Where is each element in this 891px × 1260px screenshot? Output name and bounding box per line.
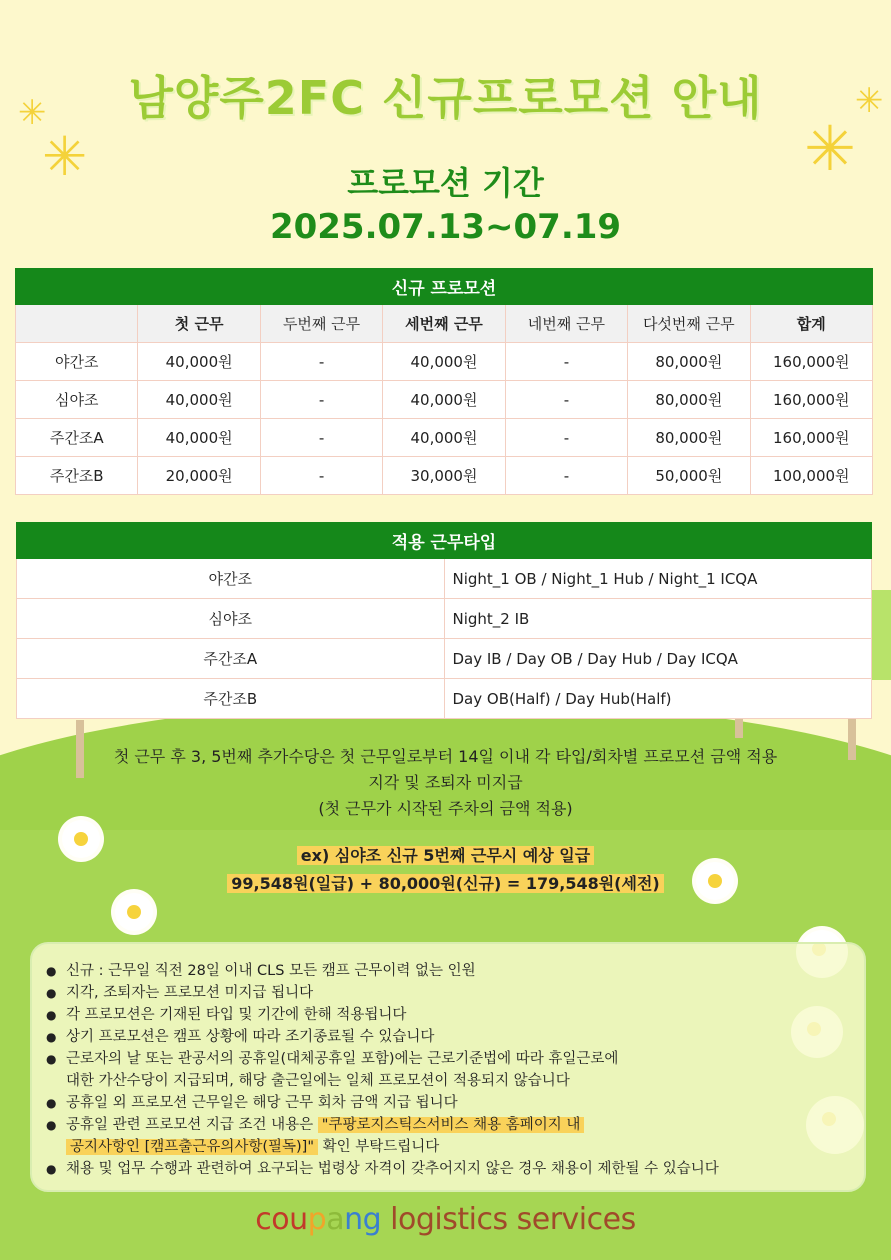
table-row [16,381,873,419]
table-cell: Day IB / Day OB / Day Hub / Day ICQA [444,639,872,679]
table-cell: - [505,419,627,457]
promotion-period-date: 2025.07.13~07.19 [269,207,622,247]
table-cell: 주간조A [16,419,138,457]
table-cell: - [505,343,627,381]
table-cell: 40,000원 [138,419,260,457]
table-row [16,457,873,495]
table-row [17,639,872,679]
promotion-period-label: 프로모션 기간 [347,164,544,202]
table-cell: 40,000원 [383,343,505,381]
page-title: 남양주2FC 신규프로모션 안내 [128,71,763,125]
table-cell: 160,000원 [750,381,872,419]
notice-highlight: "쿠팡로지스틱스서비스 채용 홈페이지 내 [318,1117,585,1133]
table-row [16,419,873,457]
table-cell: 80,000원 [628,419,750,457]
table-cell: 심야조 [17,599,445,639]
table-row [16,343,873,381]
table-cell: 야간조 [17,559,445,599]
list-item: ● 각 프로모션은 기재된 타입 및 기간에 한해 적용됩니다 [46,1004,866,1026]
note-line: 첫 근무 후 3, 5번째 추가수당은 첫 근무일로부터 14일 이내 각 타입/회차별 프로모션 금액 적용 [113,747,778,766]
column-header: 첫 근무 [138,305,260,343]
table-cell: - [260,343,382,381]
work-type-table-header: 적용 근무타입 [17,523,872,559]
list-item: ● 공휴일 외 프로모션 근무일은 해당 근무 회차 금액 지급 됩니다 [46,1092,866,1114]
list-item: 대한 가산수당이 지급되며, 해당 출근일에는 일체 프로모션이 적용되지 않습니다 [66,1073,570,1089]
table-cell: 40,000원 [138,381,260,419]
table-cell: 80,000원 [628,343,750,381]
column-header [16,305,138,343]
sparkle-icon: ✳ [42,125,88,188]
info-list [46,960,866,1180]
table-cell: 100,000원 [750,457,872,495]
sparkle-icon: ✳ [855,81,884,121]
list-item: ● 채용 및 업무 수행과 관련하여 요구되는 법령상 자격이 갖추어지지 않은 경우 채용이 제한될 수 있습니다 [46,1158,866,1180]
column-header: 두번째 근무 [260,305,382,343]
promotion-table-header: 신규 프로모션 [16,269,873,305]
list-item: ● 지각, 조퇴자는 프로모션 미지급 됩니다 [46,982,866,1004]
table-row [17,599,872,639]
note-line: (첫 근무가 시작된 주차의 금액 적용) [318,799,573,818]
list-item: ● 상기 프로모션은 캠프 상황에 따라 조기종료될 수 있습니다 [46,1026,866,1048]
list-item: ● 근로자의 날 또는 관공서의 공휴일(대체공휴일 포함)에는 근로기준법에 따라 휴일근로에 [46,1048,866,1070]
list-item [46,1136,866,1158]
list-item [46,1114,866,1136]
table-cell: 50,000원 [628,457,750,495]
list-item: ● 신규 : 근무일 직전 28일 이내 CLS 모든 캠프 근무이력 없는 인원 [46,960,866,982]
table-cell: 40,000원 [383,419,505,457]
table-cell: - [505,457,627,495]
list-item-text: 확인 부탁드립니다 [322,1139,440,1155]
table-cell: 30,000원 [383,457,505,495]
column-header: 세번째 근무 [383,305,505,343]
table-cell: 40,000원 [383,381,505,419]
list-item-text: 공휴일 관련 프로모션 지급 조건 내용은 [66,1117,314,1133]
note-line: 지각 및 조퇴자 미지급 [368,773,523,792]
promotion-table [15,268,873,495]
table-cell: - [260,457,382,495]
table-cell: 야간조 [16,343,138,381]
promotion-notes [0,744,891,822]
column-header: 네번째 근무 [505,305,627,343]
table-cell: 160,000원 [750,419,872,457]
flower-icon [115,893,153,931]
table-cell: 40,000원 [138,343,260,381]
sparkle-icon: ✳ [804,112,856,185]
fence-post [735,716,743,738]
sparkle-icon: ✳ [18,93,47,133]
column-header: 다섯번째 근무 [628,305,750,343]
table-row [17,679,872,719]
table-cell: Night_2 IB [444,599,872,639]
example-line: 99,548원(일급) + 80,000원(신규) = 179,548원(세전) [227,874,663,893]
notice-highlight: 공지사항인 [캠프출근유의사항(필독)]" [66,1139,318,1155]
table-cell: 80,000원 [628,381,750,419]
table-cell: 주간조A [17,639,445,679]
table-cell: Night_1 OB / Night_1 Hub / Night_1 ICQA [444,559,872,599]
table-cell: - [505,381,627,419]
table-cell: 20,000원 [138,457,260,495]
table-cell: 심야조 [16,381,138,419]
table-cell: Day OB(Half) / Day Hub(Half) [444,679,872,719]
table-cell: 주간조B [16,457,138,495]
coupang-logistics-logo: coupang logistics services [255,1202,636,1237]
work-type-table [16,522,872,719]
column-header: 합계 [750,305,872,343]
table-row [17,559,872,599]
table-header-row [16,305,873,343]
table-cell: 주간조B [17,679,445,719]
table-cell: - [260,381,382,419]
table-cell: 160,000원 [750,343,872,381]
table-cell: - [260,419,382,457]
example-line: ex) 심야조 신규 5번째 근무시 예상 일급 [297,846,594,865]
example-calculation [0,842,891,898]
